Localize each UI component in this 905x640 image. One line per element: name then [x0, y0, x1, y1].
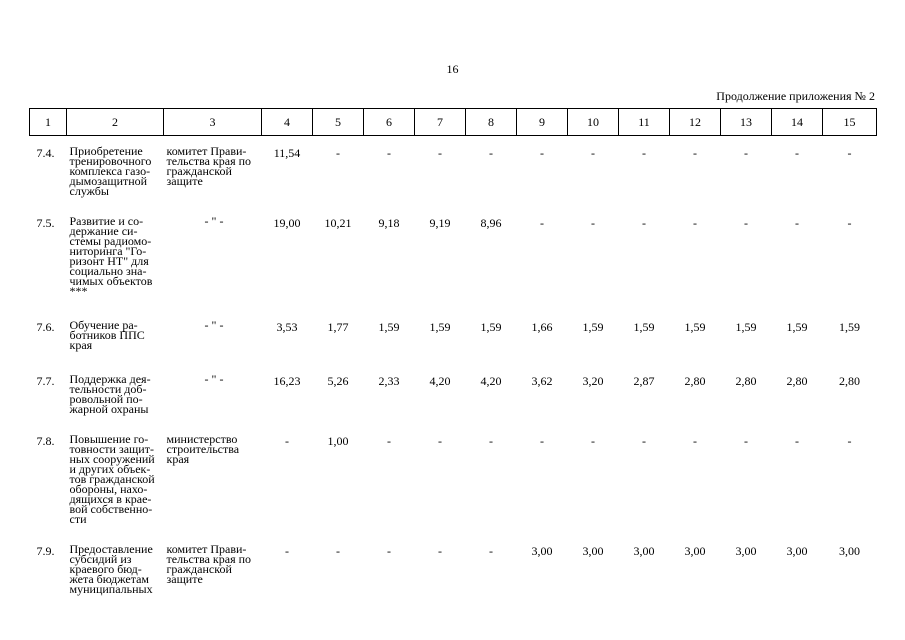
header-cell: 12	[670, 109, 721, 136]
continuation-label: Продолжение приложения № 2	[716, 89, 875, 103]
value-cell: -	[285, 434, 289, 448]
header-cell: 7	[415, 109, 466, 136]
value-cell: 9,18	[378, 216, 400, 230]
header-cell: 1	[30, 109, 67, 136]
value-cell: -	[744, 434, 748, 448]
value-cell: 2,80	[684, 374, 706, 388]
table-body	[30, 136, 877, 595]
table-row	[30, 414, 877, 524]
row-number: 7.9.	[36, 544, 55, 558]
measure-name-line: комплекса газо-	[69, 164, 151, 178]
value-cell: -	[795, 216, 799, 230]
executor-line: края	[166, 452, 190, 466]
measure-name-line: Предоставление	[69, 542, 153, 556]
value-cell: 4,20	[429, 374, 451, 388]
value-cell: -	[336, 544, 340, 558]
measure-name-line: ***	[69, 284, 88, 298]
value-cell: -	[387, 434, 391, 448]
measure-name-line: жета бюджетам	[69, 572, 150, 586]
value-cell: 3,62	[531, 374, 553, 388]
measure-name-line: Обучение ра-	[69, 318, 138, 332]
measure-name-line: тов гражданской	[69, 472, 155, 486]
measure-name-line: дящихся в крае-	[69, 492, 152, 506]
executor	[164, 296, 262, 350]
header-cell: 11	[619, 109, 670, 136]
value-cell: -	[540, 434, 544, 448]
table-row	[30, 296, 877, 350]
value-cell: -	[591, 434, 595, 448]
appendix-table	[29, 108, 877, 594]
value-cell: -	[744, 146, 748, 160]
value-cell: 16,23	[273, 374, 301, 388]
measure-name-line: Повышение го-	[69, 432, 149, 446]
header-row	[30, 109, 877, 136]
table-row	[30, 350, 877, 414]
measure-name-line: Развитие и со-	[69, 214, 144, 228]
value-cell: -	[591, 216, 595, 230]
value-cell: -	[336, 146, 340, 160]
value-cell: 3,00	[531, 544, 553, 558]
measure-name-line: ризонт НТ" для	[69, 254, 149, 268]
value-cell: 5,26	[327, 374, 349, 388]
value-cell: 3,53	[276, 320, 298, 334]
value-cell: -	[795, 434, 799, 448]
value-cell: -	[642, 216, 646, 230]
executor-line: - " -	[204, 372, 224, 386]
measure-name-line: дымозащитной	[69, 174, 148, 188]
executor-line: тельства края по	[166, 552, 252, 566]
value-cell: 9,19	[429, 216, 451, 230]
measure-name	[67, 196, 164, 296]
measure-name-line: тельности доб-	[69, 382, 147, 396]
value-cell: 3,00	[582, 544, 604, 558]
measure-name-line: тренировочного	[69, 154, 152, 168]
value-cell: 8,96	[480, 216, 502, 230]
executor-line: строительства	[166, 442, 240, 456]
header-cell: 5	[313, 109, 364, 136]
table-row	[30, 196, 877, 296]
header-cell: 15	[823, 109, 877, 136]
header-cell: 3	[164, 109, 262, 136]
header-cell: 6	[364, 109, 415, 136]
measure-name-line: и других объек-	[69, 462, 151, 476]
value-cell: -	[489, 146, 493, 160]
measure-name-line: Поддержка дея-	[69, 372, 151, 386]
page-number: 16	[446, 62, 459, 76]
value-cell: -	[847, 216, 852, 230]
executor-line: комитет Прави-	[166, 144, 247, 158]
value-cell: 1,59	[735, 320, 757, 334]
row-number: 7.5.	[36, 216, 55, 230]
value-cell: 1,59	[378, 320, 400, 334]
measure-name	[67, 524, 164, 594]
value-cell: 1,77	[327, 320, 349, 334]
value-cell: -	[847, 434, 852, 448]
executor	[164, 524, 262, 594]
value-cell: 2,33	[378, 374, 400, 388]
value-cell: -	[438, 544, 442, 558]
value-cell: 2,80	[735, 374, 757, 388]
executor-line: министерство	[166, 432, 238, 446]
value-cell: 3,00	[633, 544, 655, 558]
executor-line: тельства края по	[166, 154, 252, 168]
measure-name-line: жарной охраны	[69, 402, 149, 416]
measure-name-line: ниторинга "Го-	[69, 244, 147, 258]
executor	[164, 196, 262, 296]
value-cell: 1,59	[684, 320, 706, 334]
measure-name-line: службы	[69, 184, 109, 198]
measure-name-line: Приобретение	[69, 144, 143, 158]
value-cell: -	[387, 146, 391, 160]
table-row	[30, 136, 877, 197]
value-cell: 19,00	[273, 216, 301, 230]
value-cell: -	[438, 146, 442, 160]
value-cell: -	[744, 216, 748, 230]
measure-name	[67, 350, 164, 414]
measure-name-line: обороны, нахо-	[69, 482, 148, 496]
executor-line: гражданской	[166, 164, 232, 178]
value-cell: -	[285, 544, 289, 558]
measure-name	[67, 296, 164, 350]
measure-name	[67, 136, 164, 197]
value-cell: 1,59	[582, 320, 604, 334]
value-cell: 1,00	[327, 434, 349, 448]
measure-name-line: стемы радиомо-	[69, 234, 152, 248]
value-cell: 1,66	[531, 320, 553, 334]
value-cell: 1,59	[429, 320, 451, 334]
row-number: 7.6.	[36, 320, 55, 334]
value-cell: -	[795, 146, 799, 160]
executor-line: комитет Прави-	[166, 542, 247, 556]
executor-line: гражданской	[166, 562, 232, 576]
header-cell: 14	[772, 109, 823, 136]
value-cell: 11,54	[273, 146, 301, 160]
value-cell: 2,80	[786, 374, 808, 388]
executor-line: - " -	[204, 318, 224, 332]
executor	[164, 414, 262, 524]
value-cell: -	[693, 216, 697, 230]
executor	[164, 136, 262, 197]
value-cell: -	[387, 544, 391, 558]
value-cell: -	[489, 544, 493, 558]
value-cell: 3,00	[735, 544, 757, 558]
measure-name-line: вой собственно-	[69, 502, 153, 516]
value-cell: 2,87	[633, 374, 655, 388]
value-cell: 4,20	[480, 374, 502, 388]
header-cell: 4	[262, 109, 313, 136]
value-cell: 3,00	[684, 544, 706, 558]
value-cell: -	[591, 146, 595, 160]
value-cell: -	[693, 434, 697, 448]
value-cell: 2,80	[839, 374, 860, 388]
value-cell: -	[540, 216, 544, 230]
value-cell: 1,59	[786, 320, 808, 334]
measure-name-line: держание си-	[69, 224, 138, 238]
measure-name	[67, 414, 164, 524]
value-cell: 10,21	[324, 216, 352, 230]
value-cell: 1,59	[480, 320, 502, 334]
measure-name-line: субсидий из	[69, 552, 132, 566]
header-cell: 9	[517, 109, 568, 136]
value-cell: 1,59	[839, 320, 860, 334]
measure-name-line: социально зна-	[69, 264, 147, 278]
measure-name-line: ных сооружений	[69, 452, 155, 466]
measure-name-line: товности защит-	[69, 442, 154, 456]
value-cell: 3,20	[582, 374, 604, 388]
value-cell: -	[438, 434, 442, 448]
table-row	[30, 524, 877, 594]
row-number: 7.8.	[36, 434, 55, 448]
header-cell: 2	[67, 109, 164, 136]
header-cell: 13	[721, 109, 772, 136]
value-cell: 3,00	[839, 544, 860, 558]
measure-name-line: ровольной по-	[69, 392, 143, 406]
header-cell: 8	[466, 109, 517, 136]
measure-name-line: краевого бюд-	[69, 562, 142, 576]
executor-line: - " -	[204, 214, 224, 228]
row-number: 7.4.	[36, 146, 55, 160]
value-cell: -	[540, 146, 544, 160]
value-cell: -	[489, 434, 493, 448]
executor-line: защите	[166, 174, 203, 188]
measure-name-line: ботников ППС	[69, 328, 145, 342]
measure-name-line: муниципальных	[69, 582, 153, 596]
measure-name-line: чимых объектов	[69, 274, 153, 288]
measure-name-line: края	[69, 338, 93, 352]
value-cell: -	[847, 146, 852, 160]
value-cell: -	[693, 146, 697, 160]
executor-line: защите	[166, 572, 203, 586]
value-cell: -	[642, 146, 646, 160]
executor	[164, 350, 262, 414]
header-cell: 10	[568, 109, 619, 136]
value-cell: -	[642, 434, 646, 448]
measure-name-line: сти	[69, 512, 87, 526]
value-cell: 3,00	[786, 544, 808, 558]
value-cell: 1,59	[633, 320, 655, 334]
row-number: 7.7.	[36, 374, 55, 388]
